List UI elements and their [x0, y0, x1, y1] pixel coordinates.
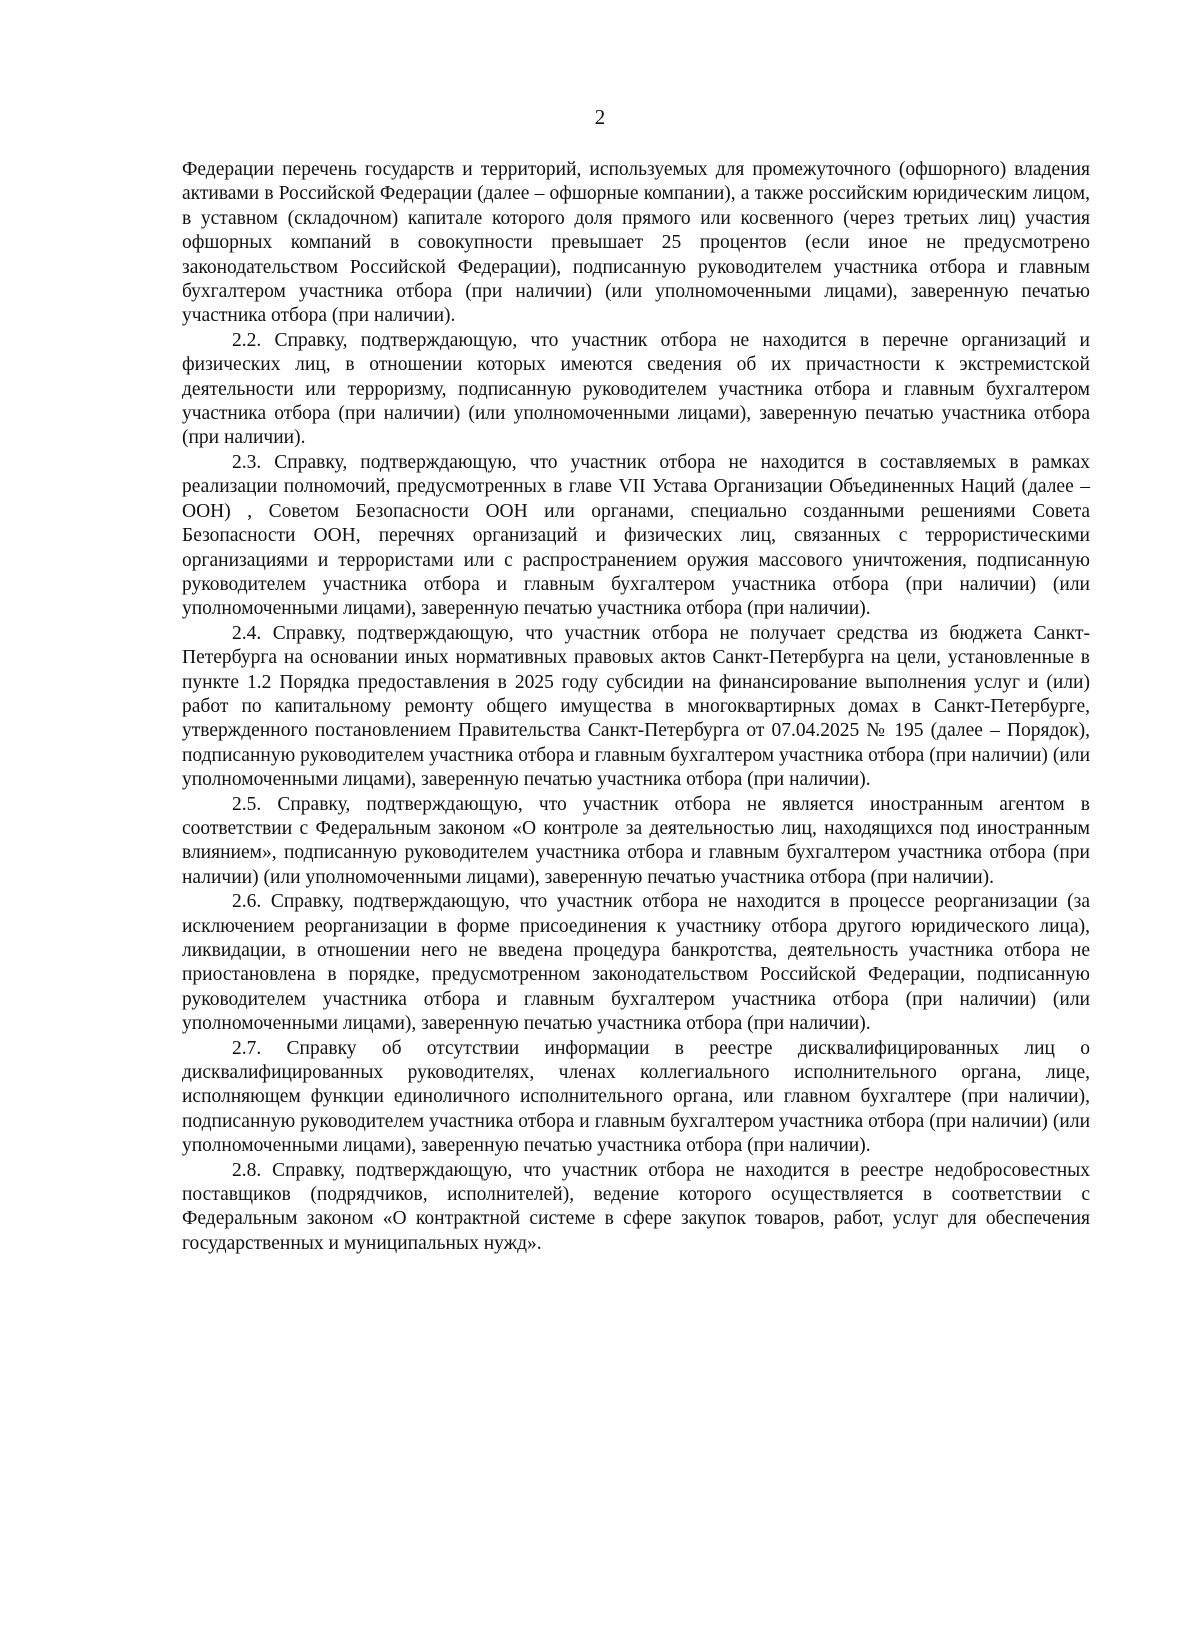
paragraph-2-5: 2.5. Справку, подтверждающую, что участник отбора не является иностранным агентом в соответствии с Федеральным законом «О контроле за деятельностью лиц, находящихся под иностранным влиянием», подписанную руководителем участника отбора и главным бухгалтером участника отбора (при наличии) (или уполномоченными лицами), заверенную печатью участника отбора (при наличии).	[182, 793, 1090, 888]
paragraph-2-2: 2.2. Справку, подтверждающую, что участник отбора не находится в перечне организаций и физических лиц, в отношении которых имеются сведения об их причастности к экстремистской деятельности или терроризму, подписанную руководителем участника отбора и главным бухгалтером участника отбора (при наличии) (или уполномоченными лицами), заверенную печатью участника отбора (при наличии).	[182, 329, 1090, 449]
paragraph-2-8: 2.8. Справку, подтверждающую, что участник отбора не находится в реестре недобросовестных поставщиков (подрядчиков, исполнителей), ведение которого осуществляется в соответствии с Федеральным законом «О контрактной системе в сфере закупок товаров, работ, услуг для обеспечения государственных и муниципальных нужд».	[182, 1159, 1090, 1254]
paragraph-continuation: Федерации перечень государств и территорий, используемых для промежуточного (офшорного) владения активами в Российской Федерации (далее – офшорные компании), а также российским юридическим лицом, в уставном (складочном) капитале которого доля прямого или косвенного (через третьих лиц) участия офшорных компаний в совокупности превышает 25 процентов (если иное не предусмотрено законодательством Российской Федерации), подписанную руководителем участника отбора и главным бухгалтером участника отбора (при наличии) (или уполномоченными лицами), заверенную печатью участника отбора (при наличии).	[182, 159, 1090, 327]
paragraph-2-7: 2.7. Справку об отсутствии информации в реестре дисквалифицированных лиц о дисквалифицированных руководителях, членах коллегиального исполнительного органа, лице, исполняющем функции единоличного исполнительного органа, или главном бухгалтере (при наличии), подписанную руководителем участника отбора и главным бухгалтером участника отбора (при наличии) (или уполномоченными лицами), заверенную печатью участника отбора (при наличии).	[182, 1037, 1090, 1157]
paragraph-2-3: 2.3. Справку, подтверждающую, что участник отбора не находится в составляемых в рамках реализации полномочий, предусмотренных в главе VII Устава Организации Объединенных Наций (далее – ООН) , Советом Безопасности ООН или органами, специально созданными решениями Совета Безопасности ООН, перечнях организаций и физических лиц, связанных с террористическими организациями и террористами или с распространением оружия массового уничтожения, подписанную руководителем участника отбора и главным бухгалтером участника отбора (при наличии) (или уполномоченными лицами), заверенную печатью участника отбора (при наличии).	[182, 451, 1090, 620]
page-number: 2	[594, 105, 606, 129]
paragraph-2-4: 2.4. Справку, подтверждающую, что участник отбора не получает средства из бюджета Санкт-Петербурга на основании иных нормативных правовых актов Санкт-Петербурга на цели, установленные в пункте 1.2 Порядка предоставления в 2025 году субсидии на финансирование выполнения услуг и (или) работ по капитальному ремонту общего имущества в многоквартирных домах в Санкт-Петербурге, утвержденного постановлением Правительства Санкт-Петербурга от 07.04.2025 № 195 (далее – Порядок), подписанную руководителем участника отбора и главным бухгалтером участника отбора (при наличии) (или уполномоченными лицами), заверенную печатью участника отбора (при наличии).	[182, 622, 1090, 791]
paragraph-2-6: 2.6. Справку, подтверждающую, что участник отбора не находится в процессе реорганизации (за исключением реорганизации в форме присоединения к участнику отбора другого юридического лица), ликвидации, в отношении него не введена процедура банкротства, деятельность участника отбора не приостановлена в порядке, предусмотренном законодательством Российской Федерации, подписанную руководителем участника отбора и главным бухгалтером участника отбора (при наличии) (или уполномоченными лицами), заверенную печатью участника отбора (при наличии).	[182, 891, 1090, 1035]
document-body	[182, 158, 1090, 1256]
